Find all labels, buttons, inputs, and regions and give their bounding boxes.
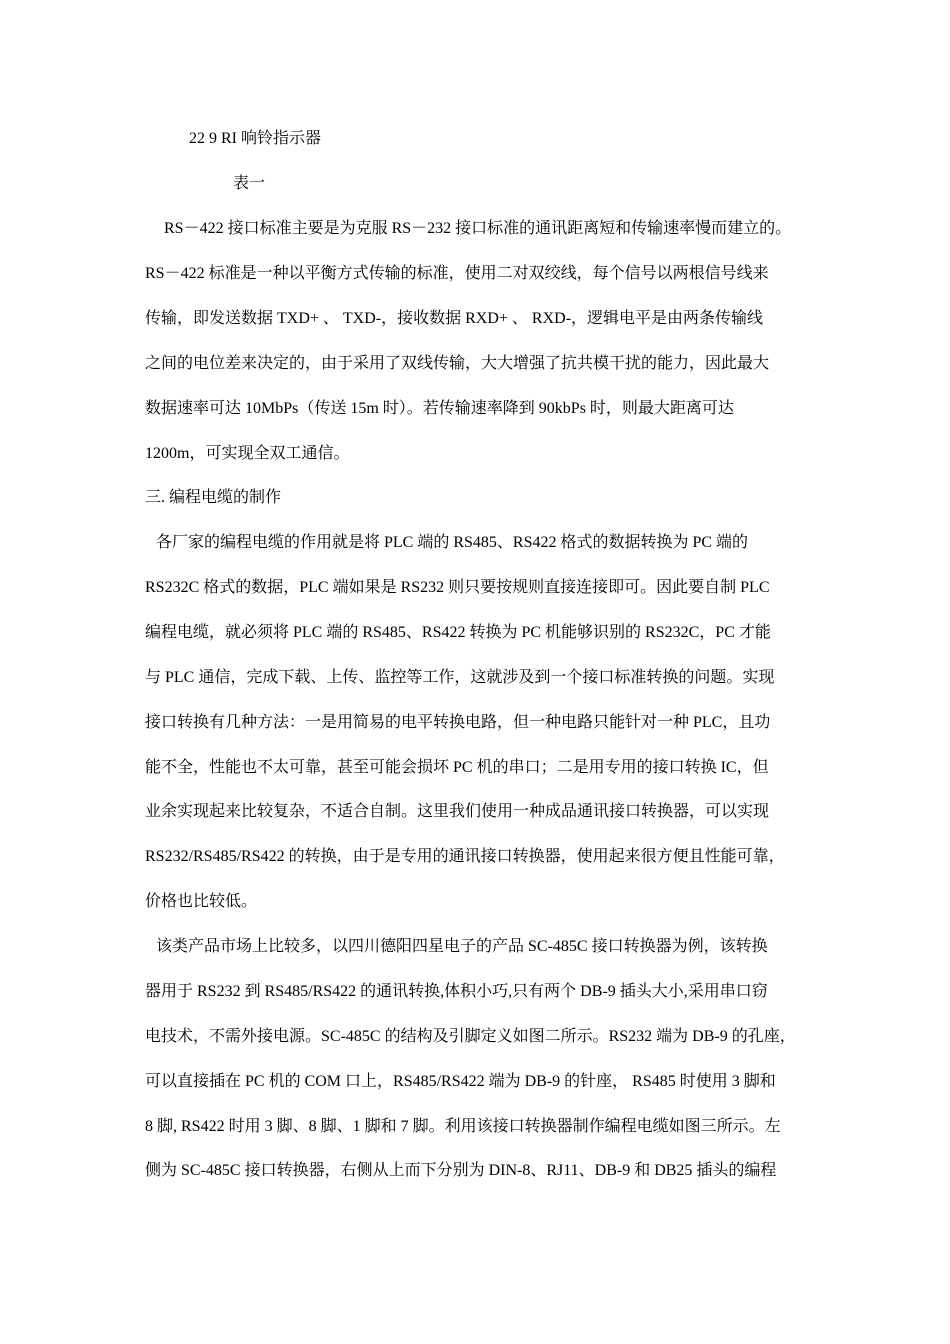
table-row-ri-indicator: 22 9 RI 响铃指示器 [189, 130, 322, 147]
paragraph-cable-line-6: 能不全，性能也不太可靠，甚至可能会损坏 PC 机的串口；二是用专用的接口转换 IC，但 [145, 759, 769, 776]
section-heading: 三. 编程电缆的制作 [145, 489, 282, 506]
paragraph-cable-line-4: 与 PLC 通信，完成下载、上传、监控等工作，这就涉及到一个接口标准转换的问题。实现 [145, 669, 775, 686]
paragraph-rs422-line-2: RS－422 标准是一种以平衡方式传输的标准，使用二对双绞线，每个信号以两根信号线来 [145, 265, 769, 282]
table-caption: 表一 [233, 175, 266, 192]
paragraph-cable-line-5: 接口转换有几种方法：一是用简易的电平转换电路，但一种电路只能针对一种 PLC，且功 [145, 714, 771, 731]
paragraph-converter-line-2: 器用于 RS232 到 RS485/RS422 的通讯转换,体积小巧,只有两个 DB-9 插头大小,采用串口窃 [145, 983, 768, 1000]
paragraph-cable-line-7: 业余实现起来比较复杂，不适合自制。这里我们使用一种成品通讯接口转换器，可以实现 [145, 803, 770, 820]
paragraph-cable-line-8: RS232/RS485/RS422 的转换，由于是专用的通讯接口转换器，使用起来很方便且性能可靠， [145, 848, 785, 865]
paragraph-rs422-line-6: 1200m，可实现全双工通信。 [145, 445, 350, 462]
paragraph-cable-line-3: 编程电缆，就必须将 PLC 端的 RS485、RS422 转换为 PC 机能够识别的 RS232C，PC 才能 [145, 624, 771, 641]
paragraph-rs422-line-3: 传输，即发送数据 TXD+ 、 TXD-，接收数据 RXD+ 、 RXD-，逻辑电平是由两条传输线 [145, 310, 764, 327]
paragraph-rs422-line-4: 之间的电位差来决定的，由于采用了双线传输，大大增强了抗共模干扰的能力，因此最大 [145, 355, 770, 372]
paragraph-cable-line-2: RS232C 格式的数据，PLC 端如果是 RS232 则只要按规则直接连接即可。因此要自制 PLC [145, 579, 770, 596]
paragraph-converter-line-5: 8 脚, RS422 时用 3 脚、8 脚、1 脚和 7 脚。利用该接口转换器制作编程电缆如图三所示。左 [145, 1118, 781, 1135]
paragraph-converter-line-1: 该类产品市场上比较多，以四川德阳四星电子的产品 SC-485C 接口转换器为例，该转换 [156, 938, 768, 955]
paragraph-cable-line-9: 价格也比较低。 [145, 893, 258, 910]
paragraph-cable-line-1: 各厂家的编程电缆的作用就是将 PLC 端的 RS485、RS422 格式的数据转换为 PC 端的 [156, 534, 749, 551]
paragraph-converter-line-4: 可以直接插在 PC 机的 COM 口上，RS485/RS422 端为 DB-9 的针座， RS485 时使用 3 脚和 [145, 1073, 776, 1090]
paragraph-converter-line-3: 电技术，不需外接电源。SC-485C 的结构及引脚定义如图二所示。RS232 端为 DB-9 的孔座， [145, 1028, 796, 1045]
paragraph-converter-line-6: 侧为 SC-485C 接口转换器，右侧从上而下分别为 DIN-8、RJ11、DB-9 和 DB25 插头的编程 [145, 1162, 777, 1179]
paragraph-rs422-line-1: RS－422 接口标准主要是为克服 RS－232 接口标准的通讯距离短和传输速率慢而建立的。 [164, 220, 792, 237]
paragraph-rs422-line-5: 数据速率可达 10MbPs（传送 15m 时）。若传输速率降到 90kbPs 时，则最大距离可达 [145, 400, 734, 417]
